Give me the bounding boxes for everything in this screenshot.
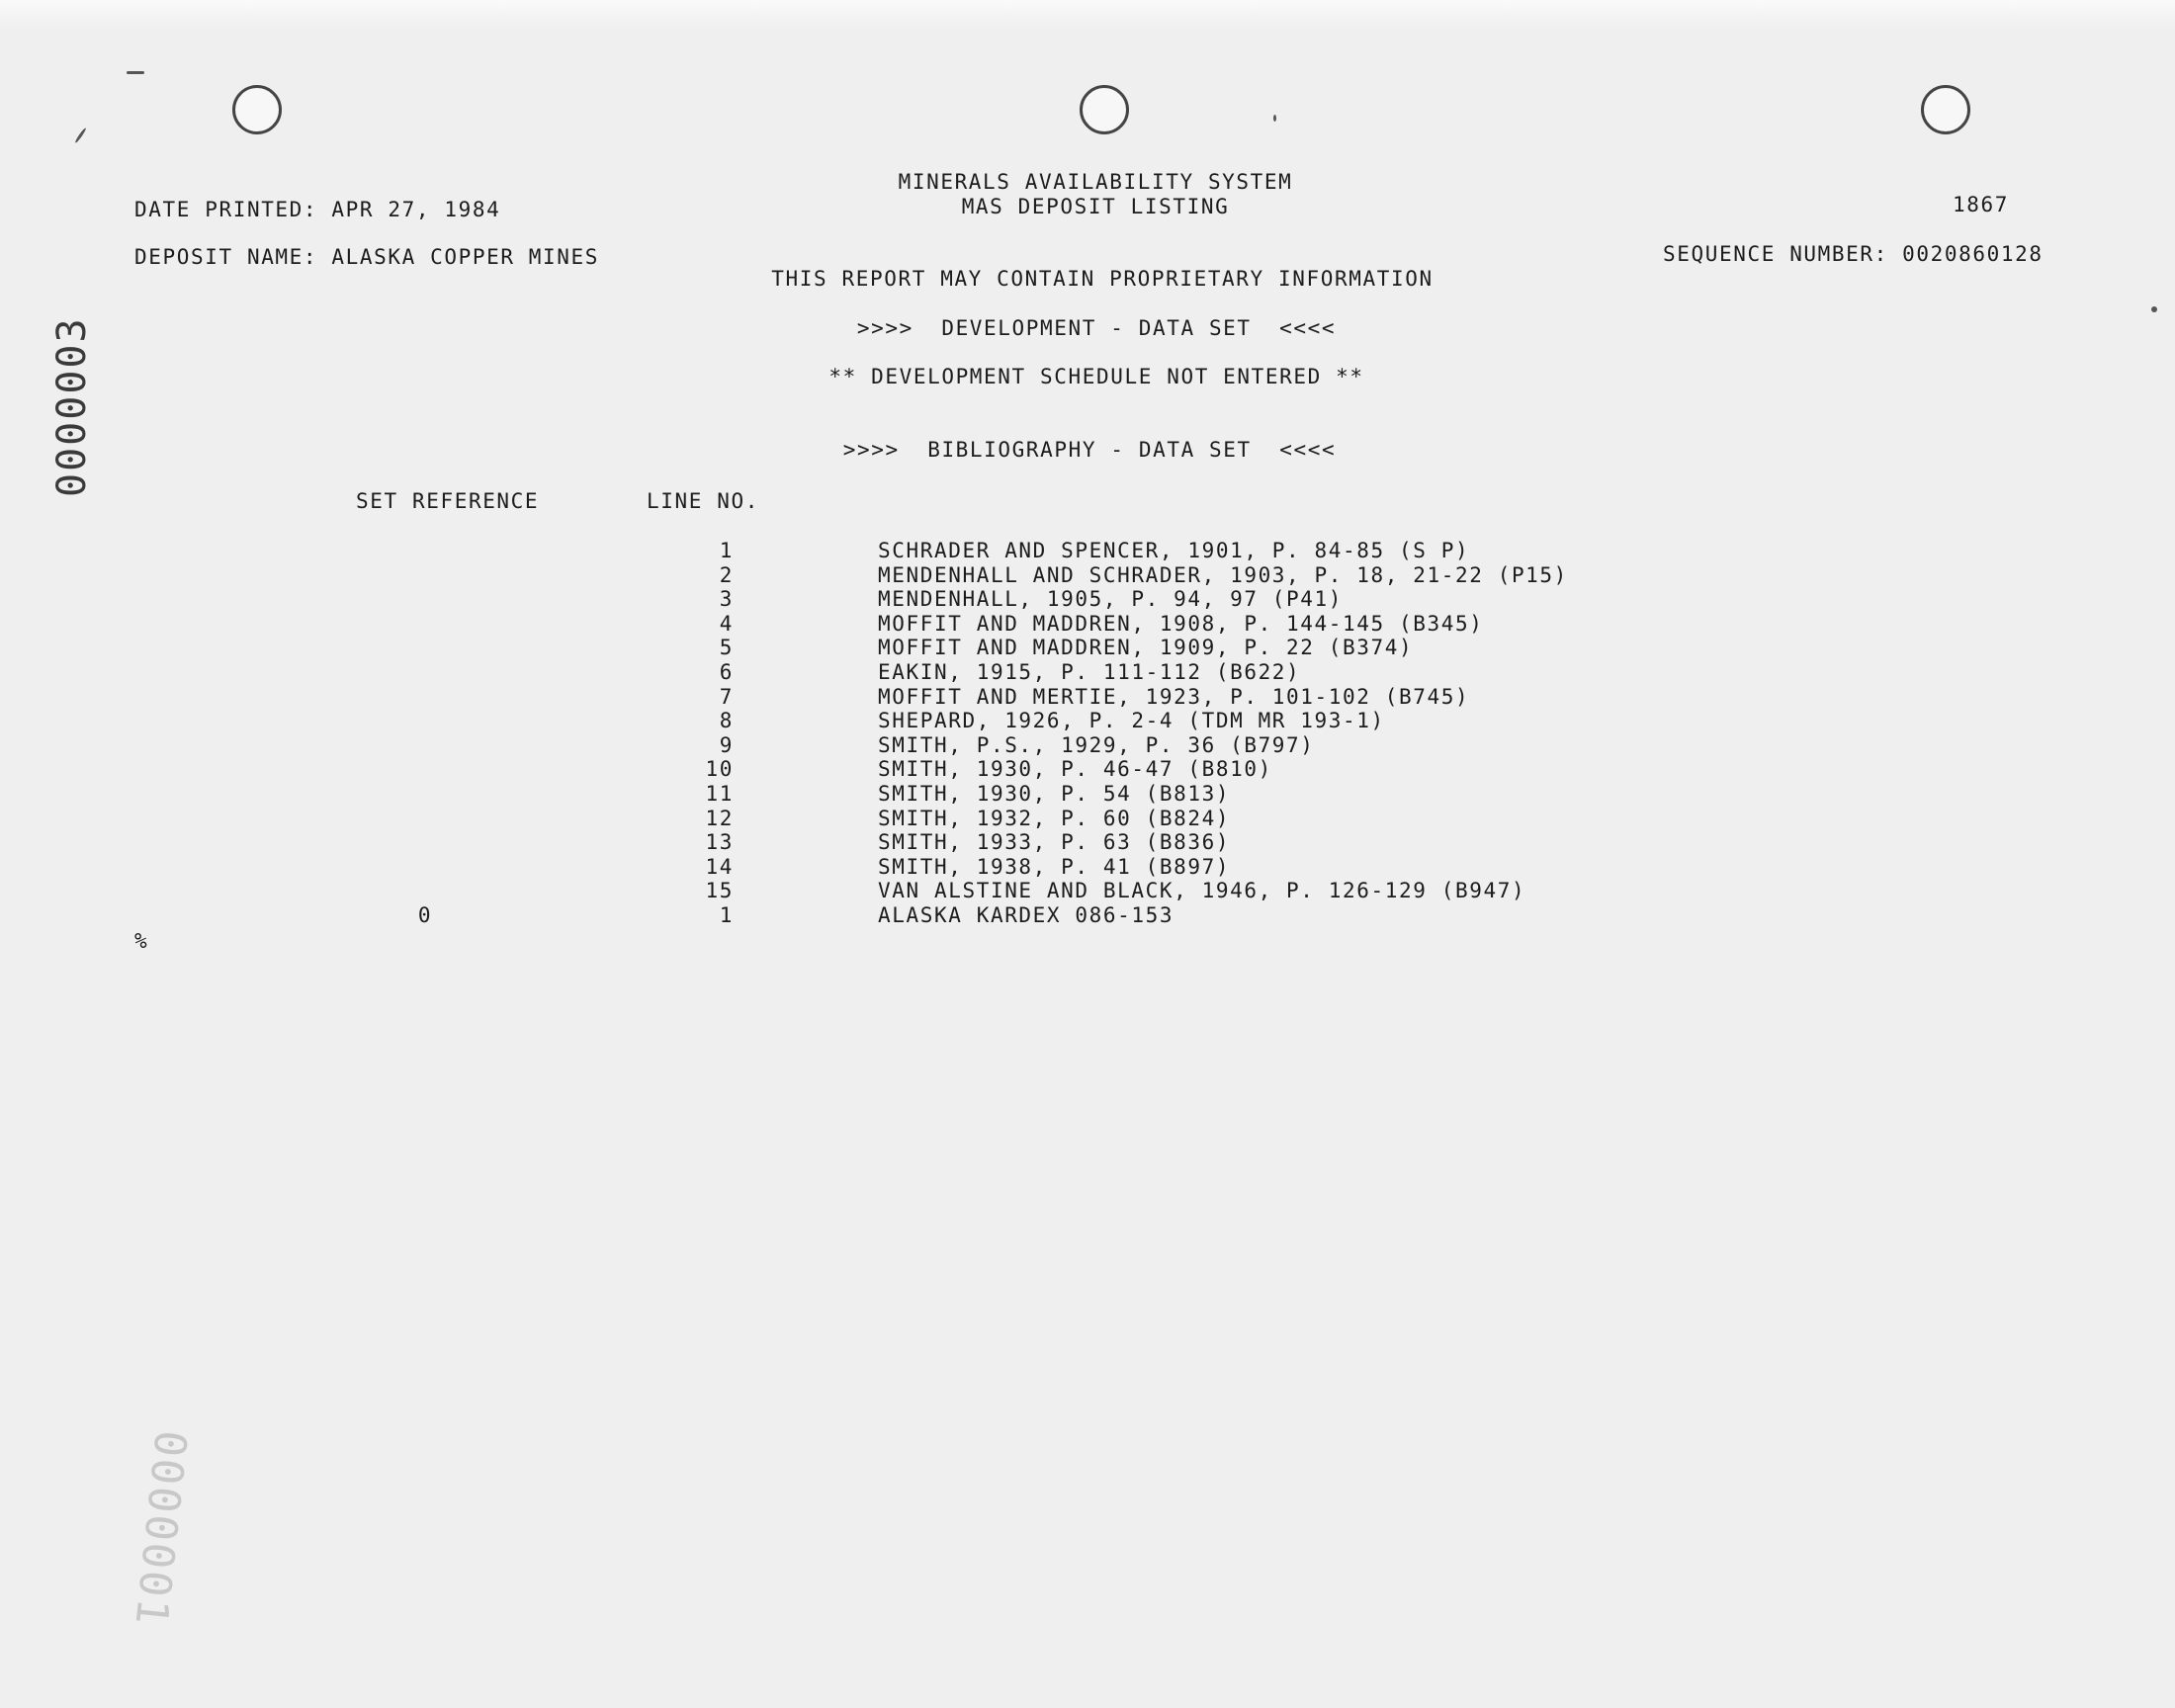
proprietary-notice: THIS REPORT MAY CONTAIN PROPRIETARY INFORMATION bbox=[771, 267, 1434, 291]
bibliography-row bbox=[0, 612, 2175, 637]
reference-cell: MOFFIT AND MADDREN, 1908, P. 144-145 (B345) bbox=[878, 611, 1484, 636]
date-printed: DATE PRINTED: APR 27, 1984 bbox=[134, 198, 501, 221]
scan-dot bbox=[2151, 306, 2157, 312]
sequence-number: SEQUENCE NUMBER: 0020860128 bbox=[1663, 242, 2044, 266]
line-number-cell: 15 bbox=[705, 879, 734, 903]
line-number-cell: 7 bbox=[719, 684, 734, 709]
scan-mark bbox=[74, 128, 87, 143]
reference-cell: VAN ALSTINE AND BLACK, 1946, P. 126-129 (B947) bbox=[878, 879, 1526, 903]
line-number-cell: 13 bbox=[705, 830, 734, 855]
bibliography-row bbox=[0, 685, 2175, 710]
reference-cell: SCHRADER AND SPENCER, 1901, P. 84-85 (S P) bbox=[878, 539, 1470, 562]
line-number-cell: 4 bbox=[719, 611, 734, 636]
bibliography-table bbox=[0, 539, 2175, 928]
frame-number-stamp-faint: 0000001 bbox=[125, 1427, 196, 1630]
line-number-cell: 3 bbox=[719, 587, 734, 612]
line-number-cell: 12 bbox=[705, 806, 734, 830]
reference-cell: SHEPARD, 1926, P. 2-4 (TDM MR 193-1) bbox=[878, 709, 1385, 733]
bibliography-row bbox=[0, 855, 2175, 880]
deposit-name: DEPOSIT NAME: ALASKA COPPER MINES bbox=[134, 245, 600, 269]
line-number-cell: 8 bbox=[719, 709, 734, 733]
scan-dot bbox=[1273, 115, 1276, 122]
reference-cell: SMITH, 1932, P. 60 (B824) bbox=[878, 806, 1231, 830]
bibliography-row bbox=[0, 879, 2175, 903]
bibliography-row bbox=[0, 757, 2175, 782]
bibliography-row bbox=[0, 709, 2175, 733]
punch-hole-left bbox=[232, 85, 282, 134]
punch-hole-right bbox=[1921, 85, 1970, 134]
bibliography-row bbox=[0, 563, 2175, 588]
bibliography-row bbox=[0, 830, 2175, 855]
reference-cell: MENDENHALL, 1905, P. 94, 97 (P41) bbox=[878, 587, 1344, 612]
line-number-cell: 1 bbox=[719, 539, 734, 562]
reference-cell: SMITH, 1933, P. 63 (B836) bbox=[878, 830, 1231, 855]
line-number-cell: 9 bbox=[719, 732, 734, 757]
reference-cell: EAKIN, 1915, P. 111-112 (B622) bbox=[878, 659, 1301, 684]
reference-cell: MENDENHALL AND SCHRADER, 1903, P. 18, 21-22 (P15) bbox=[878, 562, 1568, 587]
reference-cell: SMITH, 1930, P. 46-47 (B810) bbox=[878, 757, 1272, 782]
line-number-cell: 2 bbox=[719, 562, 734, 587]
column-header-set-reference: SET REFERENCE bbox=[356, 489, 540, 513]
bibliography-row bbox=[0, 807, 2175, 831]
development-heading: >>>> DEVELOPMENT - DATA SET <<<< bbox=[856, 316, 1337, 340]
bibliography-heading: >>>> BIBLIOGRAPHY - DATA SET <<<< bbox=[842, 438, 1337, 462]
line-number-cell: 10 bbox=[705, 757, 734, 782]
line-number-cell: 1 bbox=[719, 902, 734, 927]
frame-number-stamp: 0000003 bbox=[49, 316, 95, 497]
end-mark: % bbox=[134, 929, 149, 953]
development-note: ** DEVELOPMENT SCHEDULE NOT ENTERED ** bbox=[828, 365, 1364, 388]
line-number-cell: 11 bbox=[705, 781, 734, 806]
bibliography-row bbox=[0, 733, 2175, 758]
line-number-cell: 6 bbox=[719, 659, 734, 684]
line-number-cell: 14 bbox=[705, 854, 734, 879]
reference-cell: SMITH, 1938, P. 41 (B897) bbox=[878, 854, 1231, 879]
line-number-cell: 5 bbox=[719, 636, 734, 660]
listing-title: MAS DEPOSIT LISTING bbox=[961, 195, 1230, 218]
punch-hole-center bbox=[1080, 85, 1129, 134]
bibliography-row bbox=[0, 587, 2175, 612]
reference-cell: MOFFIT AND MERTIE, 1923, P. 101-102 (B745) bbox=[878, 684, 1470, 709]
reference-cell: SMITH, P.S., 1929, P. 36 (B797) bbox=[878, 732, 1315, 757]
scan-mark bbox=[127, 71, 144, 74]
bibliography-row bbox=[0, 636, 2175, 660]
bibliography-row bbox=[0, 782, 2175, 807]
reference-cell: SMITH, 1930, P. 54 (B813) bbox=[878, 781, 1231, 806]
bibliography-row bbox=[0, 660, 2175, 685]
bibliography-row bbox=[0, 539, 2175, 563]
system-title: MINERALS AVAILABILITY SYSTEM bbox=[898, 170, 1293, 194]
reference-cell: MOFFIT AND MADDREN, 1909, P. 22 (B374) bbox=[878, 636, 1414, 660]
column-header-line-no: LINE NO. bbox=[647, 489, 759, 513]
bibliography-row bbox=[0, 903, 2175, 928]
reference-cell: ALASKA KARDEX 086-153 bbox=[878, 902, 1174, 927]
set-reference-cell: 0 bbox=[417, 902, 433, 927]
page-number: 1867 bbox=[1953, 193, 2009, 216]
